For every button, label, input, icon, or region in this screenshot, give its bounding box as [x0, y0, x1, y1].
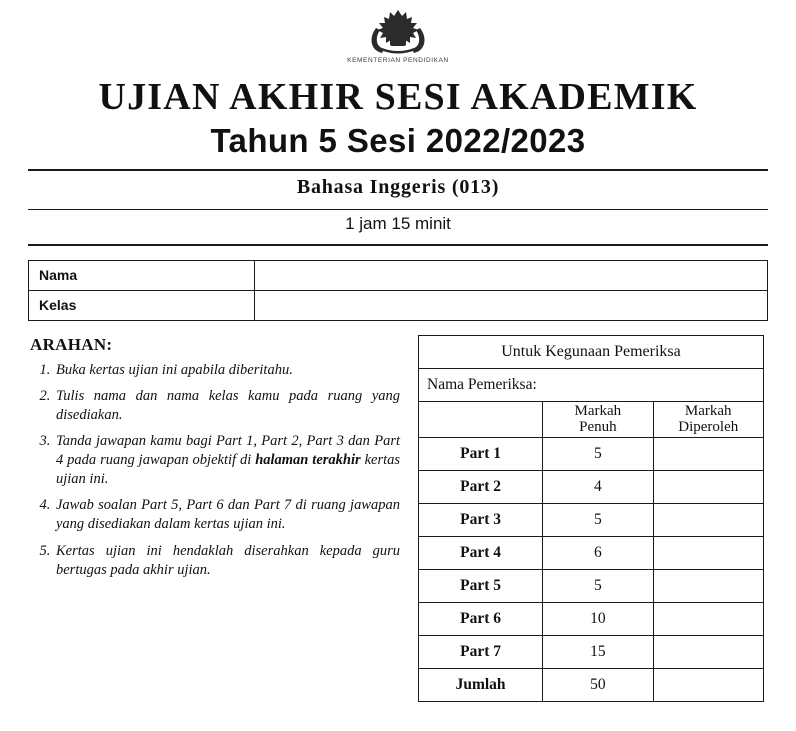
- table-row: [29, 290, 768, 320]
- table-row: [419, 335, 764, 368]
- page-title: UJIAN AKHIR SESI AKADEMIK: [98, 76, 698, 118]
- table-row: [419, 537, 764, 570]
- kelas-field[interactable]: [255, 290, 768, 320]
- list-item: [54, 432, 400, 489]
- instruction-text: Tanda jawapan kamu bagi Part 1, Part 2, Part 3 dan Part 4 pada ruang jawapan objektif di: [56, 432, 400, 469]
- malaysia-coat-of-arms-icon: [362, 8, 434, 54]
- list-item: [54, 496, 400, 534]
- full-mark: 10: [543, 603, 653, 636]
- instructions-heading: ARAHAN:: [30, 334, 113, 354]
- page-subtitle: Tahun 5 Sesi 2022/2023: [210, 121, 586, 159]
- instruction-text: Kertas ujian ini hendaklah diserahkan kepada guru bertugas pada akhir ujian.: [56, 542, 400, 578]
- marks-head-full-line2: Penuh: [579, 419, 617, 436]
- nama-label: Nama: [29, 260, 255, 290]
- marks-head-obtained-line1: Markah: [684, 402, 732, 419]
- lower-section: [28, 335, 768, 703]
- table-row: [419, 471, 764, 504]
- obtained-mark[interactable]: [653, 438, 763, 471]
- instructions-block: [28, 335, 400, 703]
- marks-head-blank: [419, 401, 543, 438]
- part-label: Part 3: [419, 504, 543, 537]
- part-label: Part 2: [419, 471, 543, 504]
- full-mark: 5: [543, 570, 653, 603]
- table-row: [419, 570, 764, 603]
- subject-title: Bahasa Inggeris (013): [296, 175, 500, 198]
- marks-block: [418, 335, 768, 703]
- part-label: Part 4: [419, 537, 543, 570]
- full-mark: 5: [543, 504, 653, 537]
- obtained-mark[interactable]: [653, 471, 763, 504]
- kelas-label: Kelas: [29, 290, 255, 320]
- table-row: [29, 260, 768, 290]
- part-label: Part 6: [419, 603, 543, 636]
- examiner-marks-table: [418, 335, 764, 703]
- part-label: Part 7: [419, 636, 543, 669]
- duration-label: 1 jam 15 minit: [345, 213, 451, 233]
- instructions-list: [28, 361, 400, 580]
- divider-bottom: [28, 244, 768, 246]
- marks-head-full: [543, 401, 653, 438]
- examiner-name-field[interactable]: Nama Pemeriksa:: [419, 368, 764, 401]
- list-item: [54, 542, 400, 580]
- crest-block: [28, 0, 768, 64]
- part-label: Part 1: [419, 438, 543, 471]
- instruction-emphasis: halaman terakhir: [255, 452, 361, 469]
- nama-field[interactable]: [255, 260, 768, 290]
- obtained-mark[interactable]: [653, 570, 763, 603]
- table-row: [419, 368, 764, 401]
- obtained-mark[interactable]: [653, 537, 763, 570]
- divider-middle: [28, 209, 768, 210]
- full-mark: 6: [543, 537, 653, 570]
- crest-caption: KEMENTERIAN PENDIDIKAN: [347, 57, 449, 64]
- total-label: Jumlah: [419, 669, 543, 702]
- instruction-text: Jawab soalan Part 5, Part 6 dan Part 7 di ruang jawapan yang disediakan dalam kertas ujian ini.: [56, 497, 400, 533]
- table-row: [419, 401, 764, 438]
- full-mark: 15: [543, 636, 653, 669]
- table-row: [419, 669, 764, 702]
- table-row: [419, 636, 764, 669]
- list-item: [54, 361, 400, 380]
- instruction-text: Buka kertas ujian ini apabila diberitahu.: [56, 361, 293, 378]
- instruction-text-tail: kertas ujian ini.: [56, 452, 401, 488]
- total-obtained-mark[interactable]: [653, 669, 763, 702]
- marks-table-title: Untuk Kegunaan Pemeriksa: [419, 335, 764, 368]
- table-row: [419, 438, 764, 471]
- list-item: [54, 387, 400, 425]
- marks-head-obtained-line2: Diperoleh: [678, 419, 739, 436]
- obtained-mark[interactable]: [653, 636, 763, 669]
- total-full-mark: 50: [543, 669, 653, 702]
- full-mark: 4: [543, 471, 653, 504]
- part-label: Part 5: [419, 570, 543, 603]
- instruction-text: Tulis nama dan nama kelas kamu pada ruang yang disediakan.: [56, 387, 400, 423]
- table-row: [419, 603, 764, 636]
- marks-head-full-line1: Markah: [574, 402, 622, 419]
- marks-head-obtained: [653, 401, 763, 438]
- obtained-mark[interactable]: [653, 504, 763, 537]
- obtained-mark[interactable]: [653, 603, 763, 636]
- identity-table: [28, 260, 768, 321]
- table-row: [419, 504, 764, 537]
- divider-top: [28, 169, 768, 171]
- full-mark: 5: [543, 438, 653, 471]
